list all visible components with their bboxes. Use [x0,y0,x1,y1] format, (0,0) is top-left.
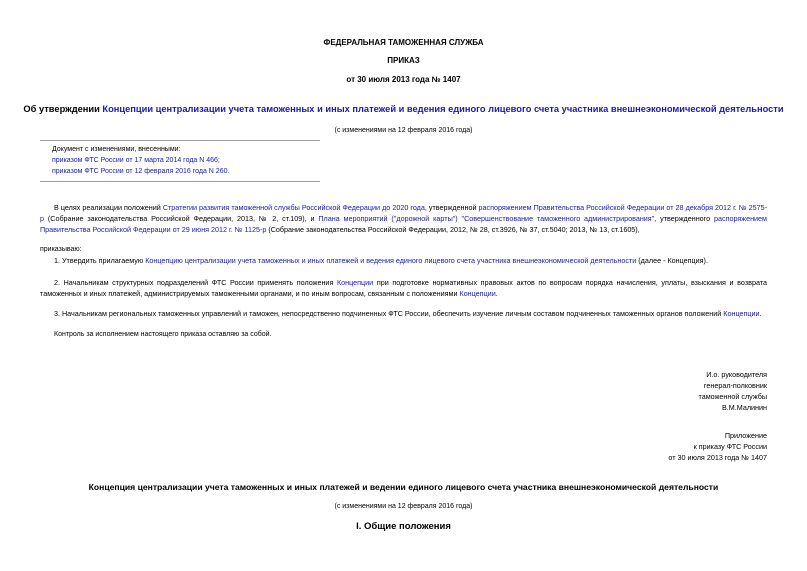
item3-text-post: . [759,309,762,318]
order-item-3 [40,308,767,319]
amendments-divider-bottom [40,181,320,182]
appendix-line-3: от 30 июля 2013 года № 1407 [668,453,767,462]
order-item-2 [40,277,767,299]
roadmap-link[interactable]: Плана мероприятий ("дорожной карты") "Совершенствование таможенного администрирования" [318,214,655,223]
concept-changes-note: (с изменениями на 12 февраля 2016 года) [334,503,473,510]
item3-concept-link[interactable]: Концепции [723,309,760,318]
decree-2575-link[interactable]: распоряжением Правительства Российской Федерации от 28 декабря 2012 г. № 2575-р [40,203,768,223]
amendments-divider-top [40,140,320,141]
item1-text-post: (далее - Концепция). [636,256,708,265]
amendments-heading: Документ с изменениями, внесенными: [52,146,181,153]
signature-line-2: генерал-полковник [703,381,767,390]
item2-text-post: . [495,289,498,298]
signature-line-3: таможенной службы [698,392,767,401]
agency-name: ФЕДЕРАЛЬНАЯ ТАМОЖЕННАЯ СЛУЖБА [323,38,484,47]
changes-note: (с изменениями на 12 февраля 2016 года) [334,127,473,134]
item2-concept-link-2[interactable]: Концепции [459,289,496,298]
item2-text-mid: при подготовке нормативных правовых актов по вопросам порядка начисления, уплаты, взыскания и возврата таможенных и иных платежей, администрируемых таможенными органами, и по иным вопросам, связанным с положениями [40,278,767,298]
section-heading: I. Общие положения [356,521,451,532]
strategy-link[interactable]: Стратегии развития таможенной службы Российской Федерации до 2020 года [162,203,425,212]
page-title [0,104,807,114]
doc-date-number: от 30 июля 2013 года № 1407 [346,75,461,84]
decree-1125-link[interactable]: распоряжением Правительства Российской Федерации от 29 июня 2012 г. № 1125-р [40,214,767,234]
amendment-link-1[interactable]: приказом ФТС России от 17 марта 2014 года N 466; [52,157,220,164]
signature-block [699,369,767,413]
concept-title: Концепция централизации учета таможенных и иных платежей и ведении единого лицевого счета участника внешнеэкономической деятельности [88,482,719,492]
doc-type: ПРИКАЗ [387,56,420,65]
preamble-text-2: , утвержденной [424,203,479,212]
item2-concept-link-1[interactable]: Концепции [336,278,374,287]
item1-text-pre: 1. Утвердить прилагаемую [54,256,146,265]
preamble-text-3: (Собрание законодательства Российской Федерации, 2013, № 2, ст.109), и [44,214,319,223]
preamble-text-4: , утвержденного [654,214,714,223]
item1-concept-link[interactable]: Концепцию централизации учета таможенных и иных платежей и ведения единого лицевого счета участника внешнеэкономической деятельности [145,256,637,265]
preamble-text-5: (Собрание законодательства Российской Федерации, 2012, № 28, ст.3926, № 37, ст.5040; 2013, № 13, ст.1605), [266,225,640,234]
item3-text-pre: 3. Начальникам региональных таможенных управлений и таможен, непосредственно подчиненных ФТС России, обеспечить изучение личным составом подчиненных таможенных органов положений [54,309,724,318]
amendment-link-2[interactable]: приказом ФТС России от 12 февраля 2016 года N 260. [52,168,230,175]
appendix-line-1: Приложение [724,431,767,440]
appendix-line-2: к приказу ФТС России [693,442,767,451]
signature-line-4: В.М.Малинин [721,403,767,412]
control-statement: Контроль за исполнением настоящего приказа оставляю за собой. [54,331,272,338]
preamble-text-1: В целях реализации положений [54,203,163,212]
appendix-block [668,430,767,463]
title-prefix: Об утверждении [23,104,103,114]
order-item-1 [40,255,767,266]
preamble-paragraph [40,202,767,235]
signature-line-1: И.о. руководителя [706,370,767,379]
title-concept-link[interactable]: Концепции централизации учета таможенных и иных платежей и ведения единого лицевого счета участника внешнеэкономической деятельности [102,104,784,114]
order-word: приказываю: [40,246,82,253]
item2-text-pre: 2. Начальникам структурных подразделений ФТС России применять положения [54,278,337,287]
